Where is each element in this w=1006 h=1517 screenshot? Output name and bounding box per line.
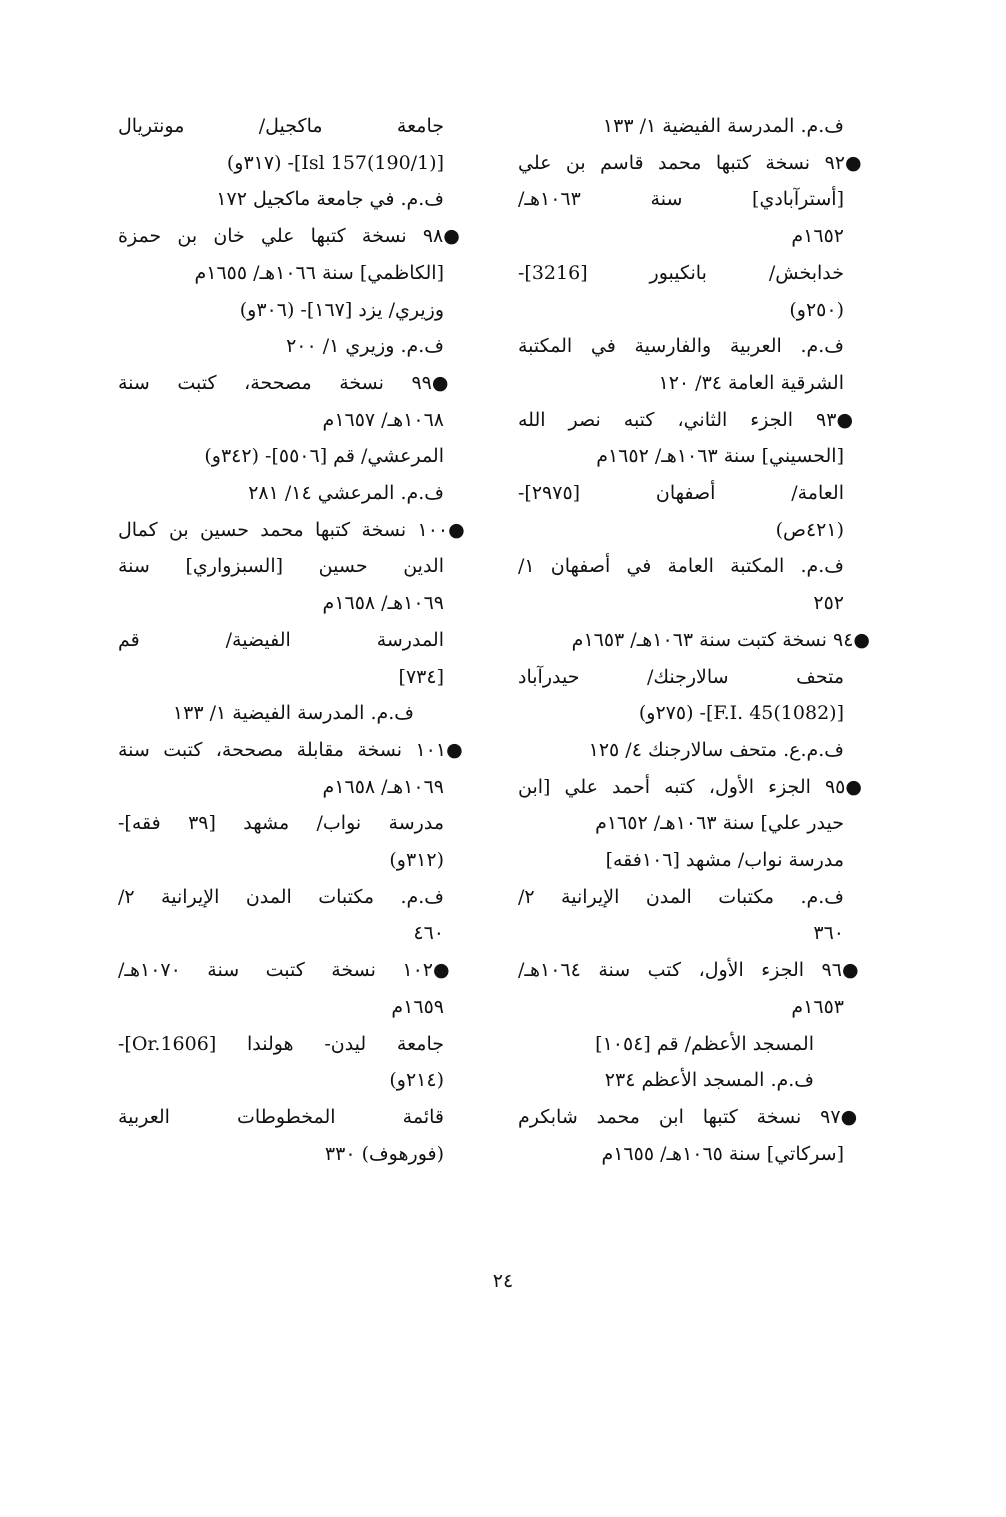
entry-heading-line: ●٩٤ نسخة كتبت سنة ١٠٦٣هـ/ ١٦٥٣م xyxy=(571,628,870,651)
entry-line: ٣٦٠ xyxy=(813,922,844,945)
right-column xyxy=(518,108,870,1172)
entry-line: قائمة المخطوطات العربية xyxy=(118,1105,444,1128)
entry-line: الشرقية العامة ٣٤/ ١٢٠ xyxy=(658,371,844,394)
entry-line: ١٠٦٩هـ/ ١٦٥٨م xyxy=(322,592,444,615)
entry-line: وزيري/ يزد [١٦٧]- (٣٠٦و) xyxy=(239,298,444,321)
entry-heading-line: ●٩٩ نسخة مصححة، كتبت سنة xyxy=(118,371,470,394)
entry-line: متحف سالارجنك/ حيدرآباد xyxy=(518,665,844,688)
entry-line: ف.م. وزيري ١/ ٢٠٠ xyxy=(286,335,444,358)
entry-line: العامة/ أصفهان [٢٩٧٥]- xyxy=(518,482,844,505)
entry-line: [الكاظمي] سنة ١٠٦٦هـ/ ١٦٥٥م xyxy=(194,261,444,284)
entry-line: ف.م. في جامعة ماكجيل ١٧٢ xyxy=(216,188,444,211)
entry-line: (٢١٤و) xyxy=(389,1069,444,1092)
entry-line: [أسترآبادي] سنة ١٠٦٣هـ/ xyxy=(518,188,844,211)
entry-line: ف.م. مكتبات المدن الإيرانية ٢/ xyxy=(518,885,844,908)
entry-line: مدرسة نواب/ مشهد [١٠٦فقه] xyxy=(605,849,844,872)
entry-line: المسجد الأعظم/ قم [١٠٥٤] xyxy=(595,1032,814,1055)
entry-heading-line: ●٩٢ نسخة كتبها محمد قاسم بن علي xyxy=(518,151,870,174)
entry-line: جامعة ليدن- هولندا [Or.1606]- xyxy=(118,1032,444,1055)
entry-line: المدرسة الفيضية/ قم xyxy=(118,628,444,651)
entry-line: ف.م. المدرسة الفيضية ١/ ١٣٣ xyxy=(172,702,414,725)
entry-heading-line: ●٩٨ نسخة كتبها علي خان بن حمزة xyxy=(118,225,470,248)
entry-line: ١٦٥٩م xyxy=(391,995,444,1018)
entry-line: (٤٢١ص) xyxy=(775,518,844,541)
entry-line: (٣١٢و) xyxy=(389,849,444,872)
entry-heading-line: ●٩٧ نسخة كتبها ابن محمد شابكرم xyxy=(518,1105,870,1128)
entry-line: جامعة ماكجيل/ مونتريال xyxy=(118,115,444,137)
entry-line: مدرسة نواب/ مشهد [٣٩ فقه]- xyxy=(118,812,444,835)
entry-line: ١٠٦٩هـ/ ١٦٥٨م xyxy=(322,775,444,798)
entry-line: ف.م. العربية والفارسية في المكتبة xyxy=(518,335,844,358)
entry-line: (فورهوف) ٣٣٠ xyxy=(324,1142,444,1165)
entry-heading-line: ●١٠٠ نسخة كتبها محمد حسين بن كمال xyxy=(118,518,470,541)
entry-heading-line: ●٩٣ الجزء الثاني، كتبه نصر الله xyxy=(518,408,870,431)
entry-line: ف.م. المرعشي ١٤/ ٢٨١ xyxy=(248,482,444,505)
entry-heading-line: ●٩٦ الجزء الأول، كتب سنة ١٠٦٤هـ/ xyxy=(518,959,870,982)
entry-line: [سركاتي] سنة ١٠٦٥هـ/ ١٦٥٥م xyxy=(601,1142,844,1165)
entry-line: ٢٥٢ xyxy=(813,592,844,615)
entry-line: ف.م. المسجد الأعظم ٢٣٤ xyxy=(604,1069,814,1092)
entry-line: ف.م. مكتبات المدن الإيرانية ٢/ xyxy=(118,885,444,908)
left-column xyxy=(118,108,470,1172)
entry-line: ف.م. المكتبة العامة في أصفهان ١/ xyxy=(518,555,844,578)
entry-line: [Isl 157(190/1)]- (٣١٧و) xyxy=(226,151,444,174)
entry-line: ١٦٥٣م xyxy=(791,995,844,1018)
entry-heading-line: ●١٠٢ نسخة كتبت سنة ١٠٧٠هـ/ xyxy=(118,959,470,982)
entry-line: خدابخش/ بانكيبور [3216]- xyxy=(518,261,844,284)
entry-line: ١٦٥٢م xyxy=(791,225,844,248)
entry-line: ف.م. المدرسة الفيضية ١/ ١٣٣ xyxy=(602,115,844,137)
entry-heading-line: ●٩٥ الجزء الأول، كتبه أحمد علي [ابن xyxy=(518,775,870,798)
entry-line: [F.I. 45(1082)]- (٢٧٥و) xyxy=(638,702,844,725)
entry-line: الدين حسين [السبزواري] سنة xyxy=(118,555,444,578)
entry-line: (٢٥٠و) xyxy=(789,298,844,321)
entry-line: المرعشي/ قم [٥٥٠٦]- (٣٤٢و) xyxy=(204,445,444,468)
page-number: ٢٤ xyxy=(492,1270,514,1292)
entry-line: ١٠٦٨هـ/ ١٦٥٧م xyxy=(322,408,444,431)
entry-line: ف.م.ع. متحف سالارجنك ٤/ ١٢٥ xyxy=(588,738,844,761)
entry-line: [٧٣٤] xyxy=(398,665,444,688)
entry-line: [الحسيني] سنة ١٠٦٣هـ/ ١٦٥٢م xyxy=(596,445,844,468)
entry-line: ٤٦٠ xyxy=(413,922,444,945)
entry-heading-line: ●١٠١ نسخة مقابلة مصححة، كتبت سنة xyxy=(118,738,470,761)
entry-line: حيدر علي] سنة ١٠٦٣هـ/ ١٦٥٢م xyxy=(595,812,844,835)
